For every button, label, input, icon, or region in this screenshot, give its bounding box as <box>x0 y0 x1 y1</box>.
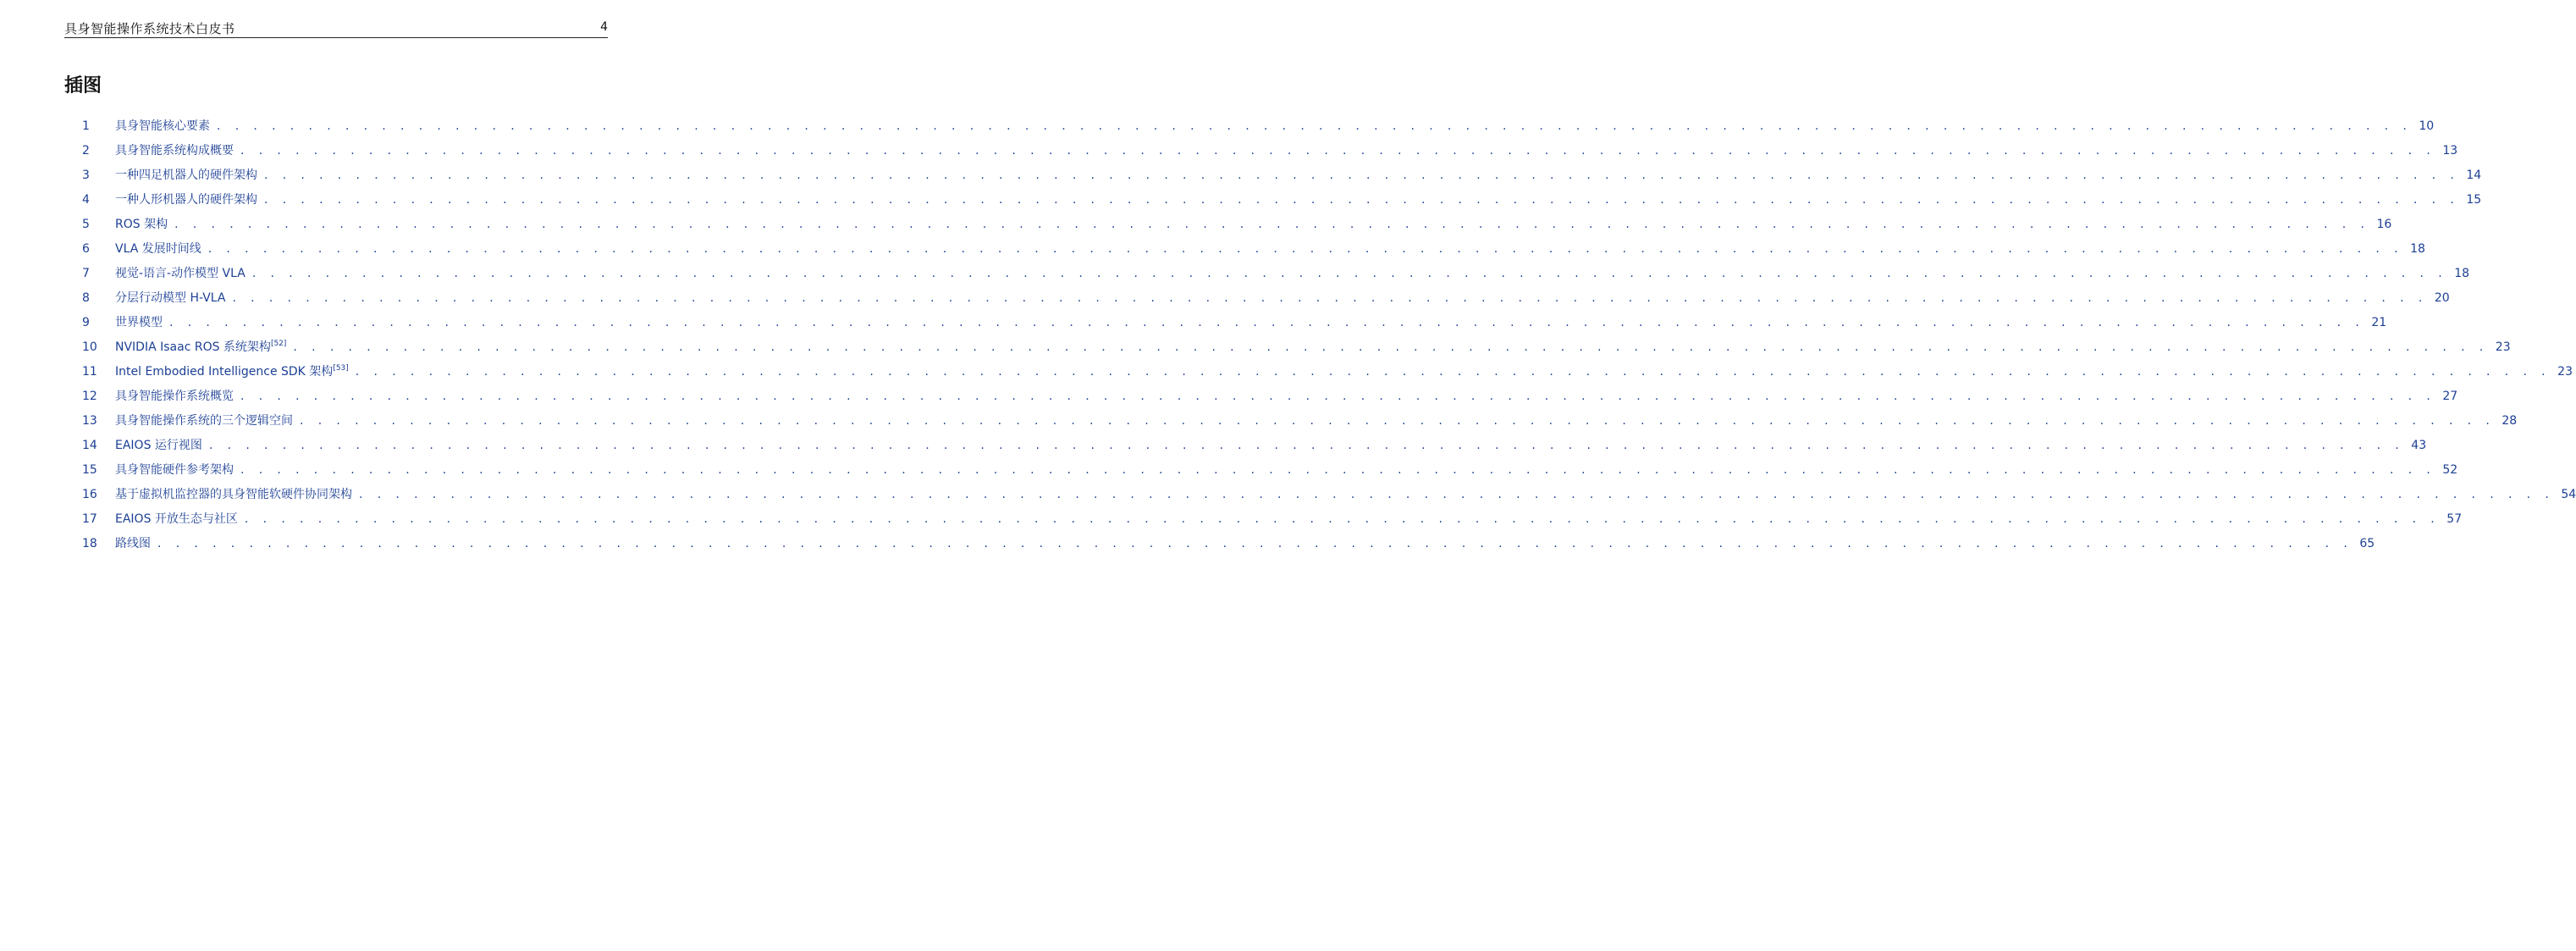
figure-page-number[interactable]: 27 <box>2442 390 2458 403</box>
figure-number: 7 <box>82 267 90 280</box>
figure-title-text: 世界模型 <box>115 316 163 329</box>
figure-entry[interactable] <box>82 264 2470 289</box>
figure-number: 18 <box>82 537 97 550</box>
figure-page-number[interactable]: 16 <box>2376 218 2392 231</box>
document-title: 具身智能操作系统技术白皮书 <box>64 21 235 36</box>
figure-entry[interactable] <box>82 485 2576 510</box>
figure-title-text: 一种四足机器人的硬件架构 <box>115 169 257 182</box>
dot-leader: . . . . . . . . . . . . . . . . . . . . . . . . . . . . . . . . . . . . . . . . . . . . . . . . . . . . . . . . . . . . . . . . . . . . . . . . . . . . . . . . . . . . . . . . . . . . . . . . . . . . . . . . . . . . . . . . . . . . . . . . <box>240 144 2436 158</box>
dot-leader: . . . . . . . . . . . . . . . . . . . . . . . . . . . . . . . . . . . . . . . . . . . . . . . . . . . . . . . . . . . . . . . . . . . . . . . . . . . . . . . . . . . . . . . . . . . . . . . . . . . . . . . . . . . . . . . . . . . . . . . . <box>208 439 2405 452</box>
figure-number: 6 <box>82 242 90 256</box>
figure-title-text: 路线图 <box>115 537 151 550</box>
figure-title[interactable] <box>115 141 234 160</box>
figure-title-text: EAIOS 运行视图 <box>115 439 202 452</box>
figure-title[interactable] <box>115 117 210 135</box>
figure-title[interactable] <box>115 191 257 209</box>
figure-number: 8 <box>82 291 90 305</box>
figure-number: 4 <box>82 193 90 207</box>
figure-title-text: 具身智能核心要素 <box>115 119 210 133</box>
dot-leader: . . . . . . . . . . . . . . . . . . . . . . . . . . . . . . . . . . . . . . . . . . . . . . . . . . . . . . . . . . . . . . . . . . . . . . . . . . . . . . . . . . . . . . . . . . . . . . . . . . . . . . . . . . . . . . . . . . . . . . . . <box>240 463 2436 477</box>
figure-number: 15 <box>82 463 97 477</box>
figure-entry[interactable] <box>82 240 2425 264</box>
dot-leader: . . . . . . . . . . . . . . . . . . . . . . . . . . . . . . . . . . . . . . . . . . . . . . . . . . . . . . . . . . . . . . . . . . . . . . . . . . . . . . . . . . . . . . . . . . . . . . . . . . . . . . . . . . . . . . . . . . . . . . . . <box>293 340 2489 354</box>
list-of-figures <box>82 117 2576 559</box>
figure-entry[interactable] <box>82 289 2450 313</box>
figure-number: 10 <box>82 340 97 354</box>
figure-page-number[interactable]: 23 <box>2495 340 2511 354</box>
figure-entry[interactable] <box>82 191 2482 215</box>
dot-leader: . . . . . . . . . . . . . . . . . . . . . . . . . . . . . . . . . . . . . . . . . . . . . . . . . . . . . . . . . . . . . . . . . . . . . . . . . . . . . . . . . . . . . . . . . . . . . . . . . . . . . . . . . . . . . . . . . . . . . . . . <box>169 316 2365 329</box>
figure-title-text: EAIOS 开放生态与社区 <box>115 512 238 526</box>
dot-leader: . . . . . . . . . . . . . . . . . . . . . . . . . . . . . . . . . . . . . . . . . . . . . . . . . . . . . . . . . . . . . . . . . . . . . . . . . . . . . . . . . . . . . . . . . . . . . . . . . . . . . . . . . . . . . . . . . . . . . . . . <box>232 291 2428 305</box>
figure-page-number[interactable]: 65 <box>2359 537 2375 550</box>
figure-title[interactable] <box>115 338 286 357</box>
figure-title[interactable] <box>115 289 225 307</box>
figure-title-text: 视觉-语言-动作模型 VLA <box>115 267 245 280</box>
figure-entry[interactable] <box>82 412 2518 436</box>
figure-entry[interactable] <box>82 534 2375 559</box>
figure-entry[interactable] <box>82 461 2458 485</box>
figure-entry[interactable] <box>82 362 2573 387</box>
figure-number: 1 <box>82 119 90 133</box>
figure-title-text: 具身智能操作系统的三个逻辑空间 <box>115 414 293 428</box>
figure-title[interactable] <box>115 436 202 455</box>
dot-leader: . . . . . . . . . . . . . . . . . . . . . . . . . . . . . . . . . . . . . . . . . . . . . . . . . . . . . . . . . . . . . . . . . . . . . . . . . . . . . . . . . . . . . . . . . . . . . . . . . . . . . . . . . . . . . . . . . . . . . . . . <box>359 488 2555 501</box>
figure-number: 14 <box>82 439 97 452</box>
figure-page-number[interactable]: 28 <box>2502 414 2518 428</box>
dot-leader: . . . . . . . . . . . . . . . . . . . . . . . . . . . . . . . . . . . . . . . . . . . . . . . . . . . . . . . . . . . . . . . . . . . . . . . . . . . . . . . . . . . . . . . . . . . . . . . . . . . . . . . . . . . . . . . . . . . . . . . . <box>174 218 2370 231</box>
figure-page-number[interactable]: 18 <box>2410 242 2425 256</box>
figure-title[interactable] <box>115 412 293 430</box>
figure-number: 3 <box>82 169 90 182</box>
dot-leader: . . . . . . . . . . . . . . . . . . . . . . . . . . . . . . . . . . . . . . . . . . . . . . . . . . . . . . . . . . . . . . . . . . . . . . . . . . . . . . . . . . . . . . . . . . . . . . . . . . . . . . . . . . . . . . . . . . . . . . . . <box>251 267 2448 280</box>
dot-leader: . . . . . . . . . . . . . . . . . . . . . . . . . . . . . . . . . . . . . . . . . . . . . . . . . . . . . . . . . . . . . . . . . . . . . . . . . . . . . . . . . . . . . . . . . . . . . . . . . . . . . . . . . . . . . . . . . . . . . . . . <box>207 242 2403 256</box>
figure-number: 9 <box>82 316 90 329</box>
section-title: 插图 <box>64 75 102 97</box>
figure-title[interactable] <box>115 387 234 406</box>
figure-page-number[interactable]: 13 <box>2442 144 2458 158</box>
dot-leader: . . . . . . . . . . . . . . . . . . . . . . . . . . . . . . . . . . . . . . . . . . . . . . . . . . . . . . . . . . . . . . . . . . . . . . . . . . . . . . . . . . . . . . . . . . . . . . . . . . . . . . . . . . . . . . . . . . . . . . . . <box>264 169 2460 182</box>
citation-superscript[interactable]: [52] <box>270 340 287 348</box>
figure-title-text: Intel Embodied Intelligence SDK 架构 <box>115 365 334 379</box>
figure-title[interactable] <box>115 461 234 479</box>
figure-entry[interactable] <box>82 387 2458 412</box>
figure-entry[interactable] <box>82 117 2435 141</box>
figure-title-text: NVIDIA Isaac ROS 系统架构 <box>115 340 271 354</box>
figure-page-number[interactable]: 10 <box>2419 119 2435 133</box>
figure-page-number[interactable]: 20 <box>2434 291 2450 305</box>
figure-number: 17 <box>82 512 97 526</box>
figure-page-number[interactable]: 57 <box>2446 512 2463 526</box>
figure-entry[interactable] <box>82 338 2511 362</box>
figure-entry[interactable] <box>82 510 2463 534</box>
page-number: 4 <box>600 20 608 34</box>
dot-leader: . . . . . . . . . . . . . . . . . . . . . . . . . . . . . . . . . . . . . . . . . . . . . . . . . . . . . . . . . . . . . . . . . . . . . . . . . . . . . . . . . . . . . . . . . . . . . . . . . . . . . . . . . . . . . . . . . . . . . . . . <box>157 537 2353 550</box>
figure-title-text: 具身智能系统构成概要 <box>115 144 234 158</box>
figure-page-number[interactable]: 21 <box>2371 316 2387 329</box>
figure-page-number[interactable]: 15 <box>2466 193 2482 207</box>
figure-title[interactable] <box>115 313 163 332</box>
figure-title-text: 分层行动模型 H-VLA <box>115 291 226 305</box>
figure-title-text: 一种人形机器人的硬件架构 <box>115 193 257 207</box>
figure-title[interactable] <box>115 362 349 381</box>
figure-number: 2 <box>82 144 90 158</box>
figure-entry[interactable] <box>82 141 2458 166</box>
figure-number: 12 <box>82 390 97 403</box>
dot-leader: . . . . . . . . . . . . . . . . . . . . . . . . . . . . . . . . . . . . . . . . . . . . . . . . . . . . . . . . . . . . . . . . . . . . . . . . . . . . . . . . . . . . . . . . . . . . . . . . . . . . . . . . . . . . . . . . . . . . . . . . <box>240 390 2436 403</box>
figure-entry[interactable] <box>82 166 2482 191</box>
page-header <box>64 19 608 38</box>
figure-title[interactable] <box>115 485 352 504</box>
figure-title-text: 基于虚拟机监控器的具身智能软硬件协同架构 <box>115 488 352 501</box>
figure-title-text: VLA 发展时间线 <box>115 242 201 256</box>
dot-leader: . . . . . . . . . . . . . . . . . . . . . . . . . . . . . . . . . . . . . . . . . . . . . . . . . . . . . . . . . . . . . . . . . . . . . . . . . . . . . . . . . . . . . . . . . . . . . . . . . . . . . . . . . . . . . . . . . . . . . . . . <box>217 119 2413 133</box>
figure-page-number[interactable]: 23 <box>2557 365 2573 379</box>
dot-leader: . . . . . . . . . . . . . . . . . . . . . . . . . . . . . . . . . . . . . . . . . . . . . . . . . . . . . . . . . . . . . . . . . . . . . . . . . . . . . . . . . . . . . . . . . . . . . . . . . . . . . . . . . . . . . . . . . . . . . . . . <box>300 414 2496 428</box>
figure-number: 16 <box>82 488 97 501</box>
citation-superscript[interactable]: [53] <box>333 364 349 373</box>
figure-title[interactable] <box>115 264 245 283</box>
figure-page-number[interactable]: 52 <box>2442 463 2458 477</box>
figure-title[interactable] <box>115 240 201 258</box>
figure-title-text: ROS 架构 <box>115 218 168 231</box>
figure-number: 13 <box>82 414 97 428</box>
figure-page-number[interactable]: 43 <box>2411 439 2427 452</box>
dot-leader: . . . . . . . . . . . . . . . . . . . . . . . . . . . . . . . . . . . . . . . . . . . . . . . . . . . . . . . . . . . . . . . . . . . . . . . . . . . . . . . . . . . . . . . . . . . . . . . . . . . . . . . . . . . . . . . . . . . . . . . . <box>244 512 2441 526</box>
figure-page-number[interactable]: 14 <box>2466 169 2482 182</box>
dot-leader: . . . . . . . . . . . . . . . . . . . . . . . . . . . . . . . . . . . . . . . . . . . . . . . . . . . . . . . . . . . . . . . . . . . . . . . . . . . . . . . . . . . . . . . . . . . . . . . . . . . . . . . . . . . . . . . . . . . . . . . . <box>264 193 2460 207</box>
figure-title[interactable] <box>115 166 257 185</box>
figure-title-text: 具身智能硬件参考架构 <box>115 463 234 477</box>
figure-number: 5 <box>82 218 90 231</box>
figure-entry[interactable] <box>82 313 2387 338</box>
figure-title[interactable] <box>115 510 238 528</box>
figure-entry[interactable] <box>82 215 2392 240</box>
figure-entry[interactable] <box>82 436 2427 461</box>
figure-title-text: 具身智能操作系统概览 <box>115 390 234 403</box>
figure-title[interactable] <box>115 534 151 553</box>
figure-page-number[interactable]: 54 <box>2561 488 2576 501</box>
figure-number: 11 <box>82 365 97 379</box>
figure-page-number[interactable]: 18 <box>2454 267 2470 280</box>
figure-title[interactable] <box>115 215 168 234</box>
dot-leader: . . . . . . . . . . . . . . . . . . . . . . . . . . . . . . . . . . . . . . . . . . . . . . . . . . . . . . . . . . . . . . . . . . . . . . . . . . . . . . . . . . . . . . . . . . . . . . . . . . . . . . . . . . . . . . . . . . . . . . . . <box>355 365 2551 379</box>
